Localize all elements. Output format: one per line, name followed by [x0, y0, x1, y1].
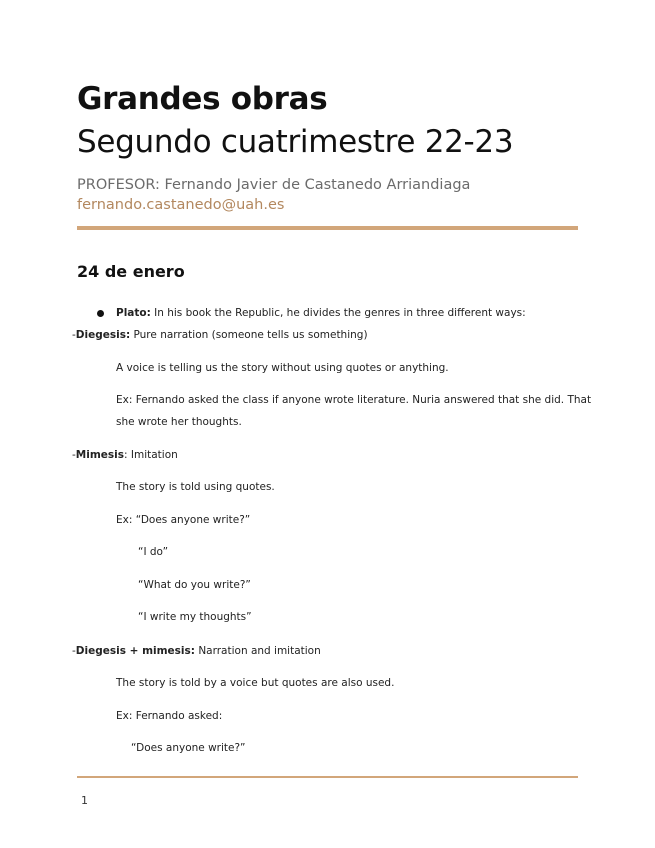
header-divider	[77, 226, 578, 230]
page-number: 1	[81, 794, 88, 807]
diegesis-prefix: -	[72, 329, 76, 341]
diegesis-line	[72, 329, 368, 341]
diegesis-example-line-2: she wrote her thoughts.	[116, 416, 242, 428]
combo-quote: “Does anyone write?”	[131, 742, 246, 754]
document-title: Grandes obras	[77, 81, 328, 117]
mimesis-text: : Imitation	[124, 449, 178, 461]
mimesis-quote-1: “I do”	[138, 546, 169, 558]
footer-divider	[77, 776, 578, 778]
combo-example: Ex: Fernando asked:	[116, 710, 223, 722]
plato-label: Plato:	[116, 307, 151, 319]
plato-line	[116, 307, 526, 319]
mimesis-label: Mimesis	[75, 449, 125, 461]
mimesis-example: Ex: “Does anyone write?”	[116, 514, 251, 526]
bullet-icon	[97, 310, 104, 317]
mimesis-quote-2: “What do you write?”	[138, 579, 251, 591]
combo-label: Diegesis + mimesis:	[75, 645, 195, 657]
diegesis-label: Diegesis:	[75, 329, 131, 341]
mimesis-line	[72, 449, 178, 461]
mimesis-description: The story is told using quotes.	[116, 481, 275, 493]
combo-description: The story is told by a voice but quotes are also used.	[116, 677, 395, 689]
mimesis-quote-3: “I write my thoughts”	[138, 611, 252, 623]
mimesis-prefix: -	[72, 449, 76, 461]
plato-text: In his book the Republic, he divides the genres in three different ways:	[150, 307, 526, 319]
combo-prefix: -	[72, 645, 76, 657]
diegesis-example-line-1: Ex: Fernando asked the class if anyone wrote literature. Nuria answered that she did. That	[116, 394, 592, 406]
combo-line	[72, 645, 321, 657]
combo-text: Narration and imitation	[194, 645, 321, 657]
section-heading: 24 de enero	[77, 262, 185, 281]
professor-email: fernando.castanedo@uah.es	[77, 197, 285, 213]
professor-name: PROFESOR: Fernando Javier de Castanedo Arriandiaga	[77, 177, 471, 193]
diegesis-text: Pure narration (someone tells us something)	[130, 329, 368, 341]
diegesis-description: A voice is telling us the story without using quotes or anything.	[116, 362, 449, 374]
document-subtitle: Segundo cuatrimestre 22-23	[77, 124, 514, 160]
